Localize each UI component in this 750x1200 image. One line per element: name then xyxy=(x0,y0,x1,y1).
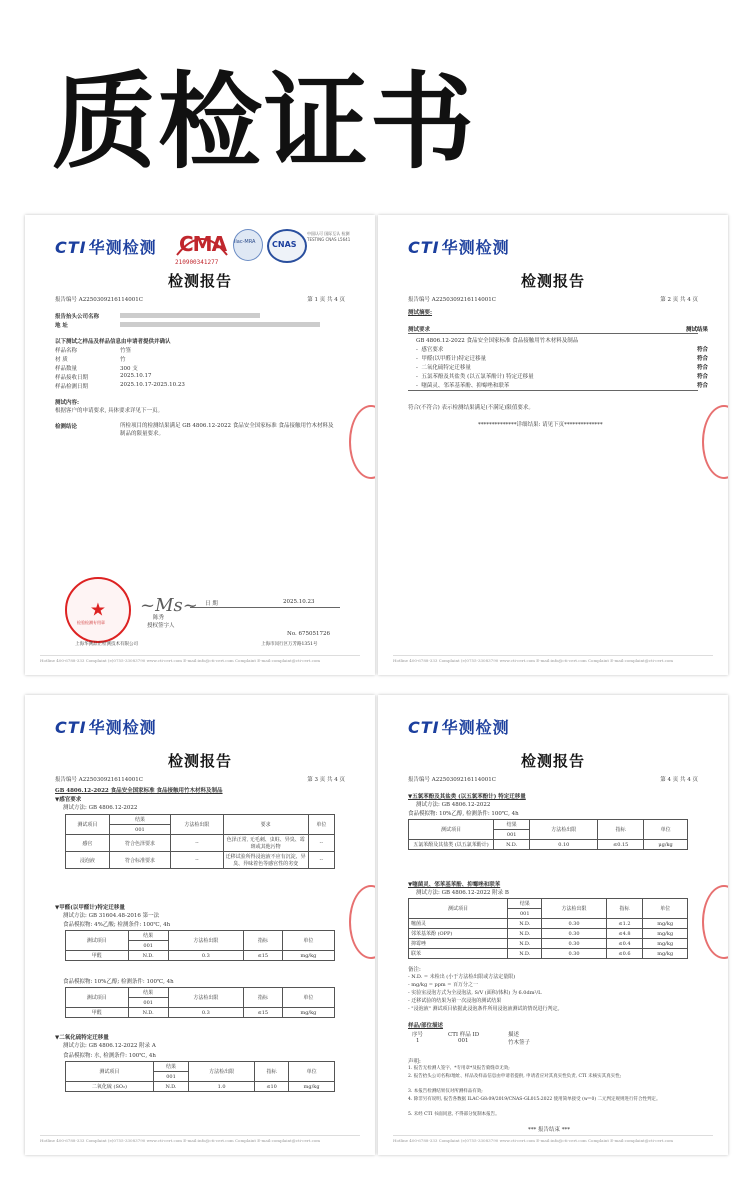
sensory-table: 测试项目 结果 方法检出限 要求 单位 001 感官 符合色泽要求 -- 色泽正常, 无毛刺、虫蛀、异臭、霉斑或其他污物 -- 浸泡液 符合标准要求 -- 迁移试验所得浸泡液不应有沉淀、异臭、异味着色等感官性的劣变 -- xyxy=(65,814,335,869)
signature-image: ~Ms~ xyxy=(140,595,198,616)
conclusion-label: 检测结论 xyxy=(55,424,78,430)
report-serial: No. 675051726 xyxy=(287,631,331,637)
summary-label: 测试摘要: xyxy=(408,310,433,316)
cti-logo: CTI 华测检测 xyxy=(55,718,157,737)
edge-seal xyxy=(702,405,728,479)
address-blurred xyxy=(120,322,320,328)
declaration-item: 4. 除非另有说明, 报告各数据 ILAC-G8:09/2019/CNAS-GL015:2022 使用简单接受 (w=0) 二元判定规则进行符合性判定。 xyxy=(408,1097,661,1102)
conclusion-text: 所检项目的检测结果满足 GB 4806.12-2022 食品安全国家标准 食品接触用竹木材料及制品的限量要求。 xyxy=(120,423,334,437)
report-header-row: 报告编号 A2250309216114001C 第 4 页 共 4 页 xyxy=(408,777,698,783)
declaration-item: 2. 报告抬头公司名称/地址、样品及样品信息由申请者提供, 申请者应对其真实性负责, CTI 未核实其真实性; xyxy=(408,1074,622,1079)
page-footer: Hotline 400-6788-333 Complaint (e)0755-33083790 www.cti-cert.com E-mail:info@cti-cert.com Complaint E-mail:complaint@cti-cert.com xyxy=(393,1135,713,1143)
edge-seal xyxy=(702,885,728,959)
signer-name: 陈秀 xyxy=(153,615,165,621)
cnas-caption: 中国认可 国际互认 检测 TESTING CNAS L5641 xyxy=(307,231,351,242)
doc-title: 检测报告 xyxy=(520,272,585,290)
standard-heading: GB 4806.12-2022 食品安全国家标准 食品接触用竹木材料及制品 xyxy=(55,788,223,794)
detail-pointer: **************详细结果: 请见下页************** xyxy=(478,422,603,428)
report-header-row: 报告编号 A2250309216114001C 第 2 页 共 4 页 xyxy=(408,297,698,303)
signer-role: 授权签字人 xyxy=(147,623,175,629)
page-footer: Hotline 400-6788-333 Complaint (e)0755-33083790 www.cti-cert.com E-mail:info@cti-cert.com Complaint E-mail:complaint@cti-cert.com xyxy=(393,655,713,663)
summary-item: - 噻菌灵、邻苯基苯酚、抑霉唑和联苯 xyxy=(416,383,510,389)
summary-item: - 五氯苯酚及其盐类 (以五氯苯酚计) 特定迁移量 xyxy=(416,374,534,380)
doc-title: 检测报告 xyxy=(167,752,232,770)
declaration-item: 3. 本报告检测结果仅对所测样品有效; xyxy=(408,1089,483,1094)
section-title: ▼二氧化硫特定迁移量 xyxy=(55,1035,109,1041)
doc-title: 检测报告 xyxy=(167,272,232,290)
standard-name: GB 4806.12-2022 食品安全国家标准 食品接触用竹木材料及制品 xyxy=(416,338,579,344)
test-content-label: 测试内容: xyxy=(55,400,80,406)
compliance-note: 符合(不符合) 表示检测结果满足(不满足)限值要求。 xyxy=(408,405,534,411)
page-footer: Hotline 400-6788-333 Complaint (e)0755-33083790 www.cti-cert.com E-mail:info@cti-cert.com Complaint E-mail:complaint@cti-cert.com xyxy=(40,655,360,663)
edge-seal xyxy=(349,885,375,959)
result-label: 测试结果 xyxy=(685,327,708,333)
summary-item: - 感官要求 xyxy=(416,347,444,353)
cti-logo: CTI 华测检测 xyxy=(408,238,510,257)
doc-title: 检测报告 xyxy=(520,752,585,770)
cti-logo: CTI 华测检测 xyxy=(55,238,157,257)
hero-title: 质检证书 xyxy=(52,61,477,183)
cti-logo: CTI 华测检测 xyxy=(408,718,510,737)
issue-date: 2025.10.23 xyxy=(283,599,315,605)
formaldehyde-table-1: 测试项目 结果 方法检出限 指标 单位 001 甲醛 N.D. 0.3 ≤15 mg/kg xyxy=(65,930,335,961)
official-seal xyxy=(65,577,131,643)
report-page-2: CTI 华测检测 检测报告 报告编号 A2250309216114001C 第 2 页 共 4 页 测试摘要: 测试要求 测试结果 GB 4806.12-2022 食品安全国家标准 食品接触用竹木材料及制品 - 感官要求 符合 - 甲醛(以甲醛计)特定迁移量 符合 - 二氧化硫特定迁移量 符合 - 五氯苯酚及其盐类 (以五氯苯酚计) 特定迁移量 符合 - 噻菌灵、邻苯基苯酚、抑霉唑和联苯 符合 符合(不符合) 表示检测结果满足(不满足)限值要求。 **************详细结果: 请见下页************** Hotline 400-6788-333 Complaint (e)0755-33083790 www.cti-cert.com E-mail:info@cti-cert.com Complaint E-mail:complaint@cti-cert.com xyxy=(378,215,728,675)
note-item: - mg/kg = ppm = 百万分之一 xyxy=(408,982,479,988)
address-label: 地 址 xyxy=(55,323,68,329)
report-header-row: 报告编号 A2250309216114001C 第 3 页 共 4 页 xyxy=(55,777,345,783)
report-page-4: CTI 华测检测 检测报告 报告编号 A2250309216114001C 第 4 页 共 4 页 ▼五氯苯酚及其盐类 (以五氯苯酚计) 特定迁移量 测试方法: GB 4806.12-2022 食品模拟物: 10%乙醇, 检测条件: 100℃, 4h 测试项目 结果 方法检出限 指标 单位 001 五氯苯酚及其盐类 (以五氯苯酚计) N.D. 0.10 ≤0.15 μg/kg ▼噻菌灵、邻苯基苯酚、抑霉唑和联苯 测试方法: GB 4806.12-2022 附录 B 测试项目 结果 方法检出限 指标 单位 001 噻菌灵 N.D. 0.30 ≤1.2 mg/kg 邻苯基苯酚 (OPP) N.D. 0.30 ≤4.8 mg/kg 抑霉唑 N.D. 0.30 ≤0.4 mg/kg 联苯 N.D. 0.30 ≤0.6 mg/kg 备注: - N.D. = 未检出 (小于方法检出限或方法定量限) - mg/kg = ppm = 百万分之一 - 实验室浸泡方式为全浸泡法, S/V (面积/体积) 为 6.0dm²/L - 迁移试验的结果为第一次浸泡的测试结果 - "浸泡液" 测试项目依据此浸泡条件所用浸泡液测试的情况进行判定。 样品/部位描述 序号 CTI 样品 ID 描述 1 001 竹木签子 声明: 1. 报告无检测人签字、*专用章*及报告骑缝章无效; 2. 报告抬头公司名称/地址、样品及样品信息由申请者提供, 申请者应对其真实性负责, CTI 未核实其真实性; 3. 本报告检测结果仅对所测样品有效; 4. 除非另有说明, 报告各数据 ILAC-G8:09/2019/CNAS-GL015:2022 使用简单接受 (w=0) 二元判定规则进行符合性判定。 5. 未经 CTI 书面同意, 不得部分复制本报告。 *** 报告结束 *** Hotline 400-6788-333 Complaint (e)0755-33083790 www.cti-cert.com E-mail:info@cti-cert.com Complaint E-mail:complaint@cti-cert.com xyxy=(378,695,728,1155)
test-content-text: 根据客户的申请要求, 具体要求详见下一页。 xyxy=(55,408,163,414)
fungicide-table: 测试项目 结果 方法检出限 指标 单位 001 噻菌灵 N.D. 0.30 ≤1.2 mg/kg 邻苯基苯酚 (OPP) N.D. 0.30 ≤4.8 mg/kg 抑霉唑 N.D. 0.30 ≤0.4 mg/kg 联苯 N.D. 0.30 ≤0.6 mg/kg xyxy=(408,898,688,959)
report-end: *** 报告结束 *** xyxy=(528,1127,570,1133)
note-item: - 实验室浸泡方式为全浸泡法, S/V (面积/体积) 为 6.0dm²/L xyxy=(408,990,542,996)
report-page-3: CTI 华测检测 检测报告 报告编号 A2250309216114001C 第 3 页 共 4 页 GB 4806.12-2022 食品安全国家标准 食品接触用竹木材料及制品 ▼感官要求 测试方法: GB 4806.12-2022 测试项目 结果 方法检出限 要求 单位 001 感官 符合色泽要求 -- 色泽正常, 无毛刺、虫蛀、异臭、霉斑或其他污物 -- 浸泡液 符合标准要求 -- 迁移试验所得浸泡液不应有沉淀、异臭、异味着色等感官性的劣变 -- ▼甲醛(以甲醛计)特定迁移量 测试方法: GB 31604.48-2016 第一法 食品模拟物: 4%乙酸; 检测条件: 100℃, 4h 测试项目 结果 方法检出限 指标 单位 001 甲醛 N.D. 0.3 ≤15 mg/kg 食品模拟物: 10%乙醇; 检测条件: 100℃, 4h 测试项目 结果 方法检出限 指标 单位 001 甲醛 N.D. 0.3 ≤15 mg/kg ▼二氧化硫特定迁移量 测试方法: GB 4806.12-2022 附录 A 食品模拟物: 水, 检测条件: 100℃, 4h 测试项目 结果 方法检出限 指标 单位 001 二氧化硫 (SO₂) N.D. 1.0 ≤10 mg/kg Hotline 400-6788-333 Complaint (e)0755-33083790 www.cti-cert.com E-mail:info@cti-cert.com Complaint E-mail:complaint@cti-cert.com xyxy=(25,695,375,1155)
seal-caption: 检验检测专用章 xyxy=(77,620,105,625)
section-title: ▼五氯苯酚及其盐类 (以五氯苯酚计) 特定迁移量 xyxy=(408,794,526,800)
requirement-label: 测试要求 xyxy=(408,327,431,333)
client-blurred xyxy=(120,313,260,319)
formaldehyde-table-2: 测试项目 结果 方法检出限 指标 单位 001 甲醛 N.D. 0.3 ≤15 mg/kg xyxy=(65,987,335,1018)
edge-seal xyxy=(349,405,375,479)
certification-logos: CMA 210900341277 ilac-MRA CNAS 中国认可 国际互认 检测 TESTING CNAS L5641 xyxy=(175,225,365,267)
client-label: 报告抬头公司名称 xyxy=(55,314,100,320)
declaration-item: 1. 报告无检测人签字、*专用章*及报告骑缝章无效; xyxy=(408,1066,510,1071)
summary-item: - 甲醛(以甲醛计)特定迁移量 xyxy=(416,356,487,362)
seal-star-icon: ★ xyxy=(89,599,107,621)
summary-item: - 二氧化硫特定迁移量 xyxy=(416,365,471,371)
sample-desc-label: 样品/部位描述 xyxy=(408,1023,444,1029)
pcp-table: 测试项目 结果 方法检出限 指标 单位 001 五氯苯酚及其盐类 (以五氯苯酚计) N.D. 0.10 ≤0.15 μg/kg xyxy=(408,819,688,850)
section-title: ▼噻菌灵、邻苯基苯酚、抑霉唑和联苯 xyxy=(408,882,501,888)
company-name: 上海华测品正检测技术有限公司 xyxy=(75,642,138,647)
hero-banner xyxy=(0,0,750,205)
note-item: - 迁移试验的结果为第一次浸泡的测试结果 xyxy=(408,998,502,1004)
provide-note: 以下测试之样品及样品信息由申请者提供并确认 xyxy=(55,339,171,345)
section-title: ▼感官要求 xyxy=(55,797,82,803)
ilac-mra-logo xyxy=(233,229,263,261)
company-address: 上海市闵行区万芳路1351号 xyxy=(261,642,318,647)
report-header-row: 报告编号 A2250309216114001C 第 1 页 共 4 页 xyxy=(55,297,345,303)
cma-logo: CMA 210900341277 xyxy=(175,232,227,266)
page-footer: Hotline 400-6788-333 Complaint (e)0755-33083790 www.cti-cert.com E-mail:info@cti-cert.com Complaint E-mail:complaint@cti-cert.com xyxy=(40,1135,360,1143)
note-item: - "浸泡液" 测试项目依据此浸泡条件所用浸泡液测试的情况进行判定。 xyxy=(408,1006,563,1012)
report-page-1: CTI 华测检测 CMA 210900341277 ilac-MRA CNAS 中国认可 国际互认 检测 TESTING CNAS L5641 检测报告 报告编号 A2250309216114001C 第 1 页 共 4 页 报告抬头公司名称 地 址 以下测试之样品及样品信息由申请者提供并确认 样品名称 竹签 材 质 竹 样品数量 300 支 样品接收日期 2025.10.17 样品检测日期 2025.10.17-2025.10.23 测试内容: 根据客户的申请要求, 具体要求详见下一页。 检测结论 所检项目的检测结果满足 GB 4806.12-2022 食品安全国家标准 食品接触用竹木材料及制品的限量要求。 ★ 检验检测专用章 ~Ms~ 日 期 2025.10.23 陈秀 授权签字人 No. 675051726 上海华测品正检测技术有限公司 上海市闵行区万芳路1351号 Hotline 400-6788-333 Complaint (e)0755-33083790 www.cti-cert.com E-mail:info@cti-cert.com Complaint E-mail:complaint@cti-cert.com xyxy=(25,215,375,675)
sulfur-dioxide-table: 测试项目 结果 方法检出限 指标 单位 001 二氧化硫 (SO₂) N.D. 1.0 ≤10 mg/kg xyxy=(65,1061,335,1092)
section-title: ▼甲醛(以甲醛计)特定迁移量 xyxy=(55,905,125,911)
declaration-item: 5. 未经 CTI 书面同意, 不得部分复制本报告。 xyxy=(408,1112,500,1117)
note-item: - N.D. = 未检出 (小于方法检出限或方法定量限) xyxy=(408,974,516,980)
